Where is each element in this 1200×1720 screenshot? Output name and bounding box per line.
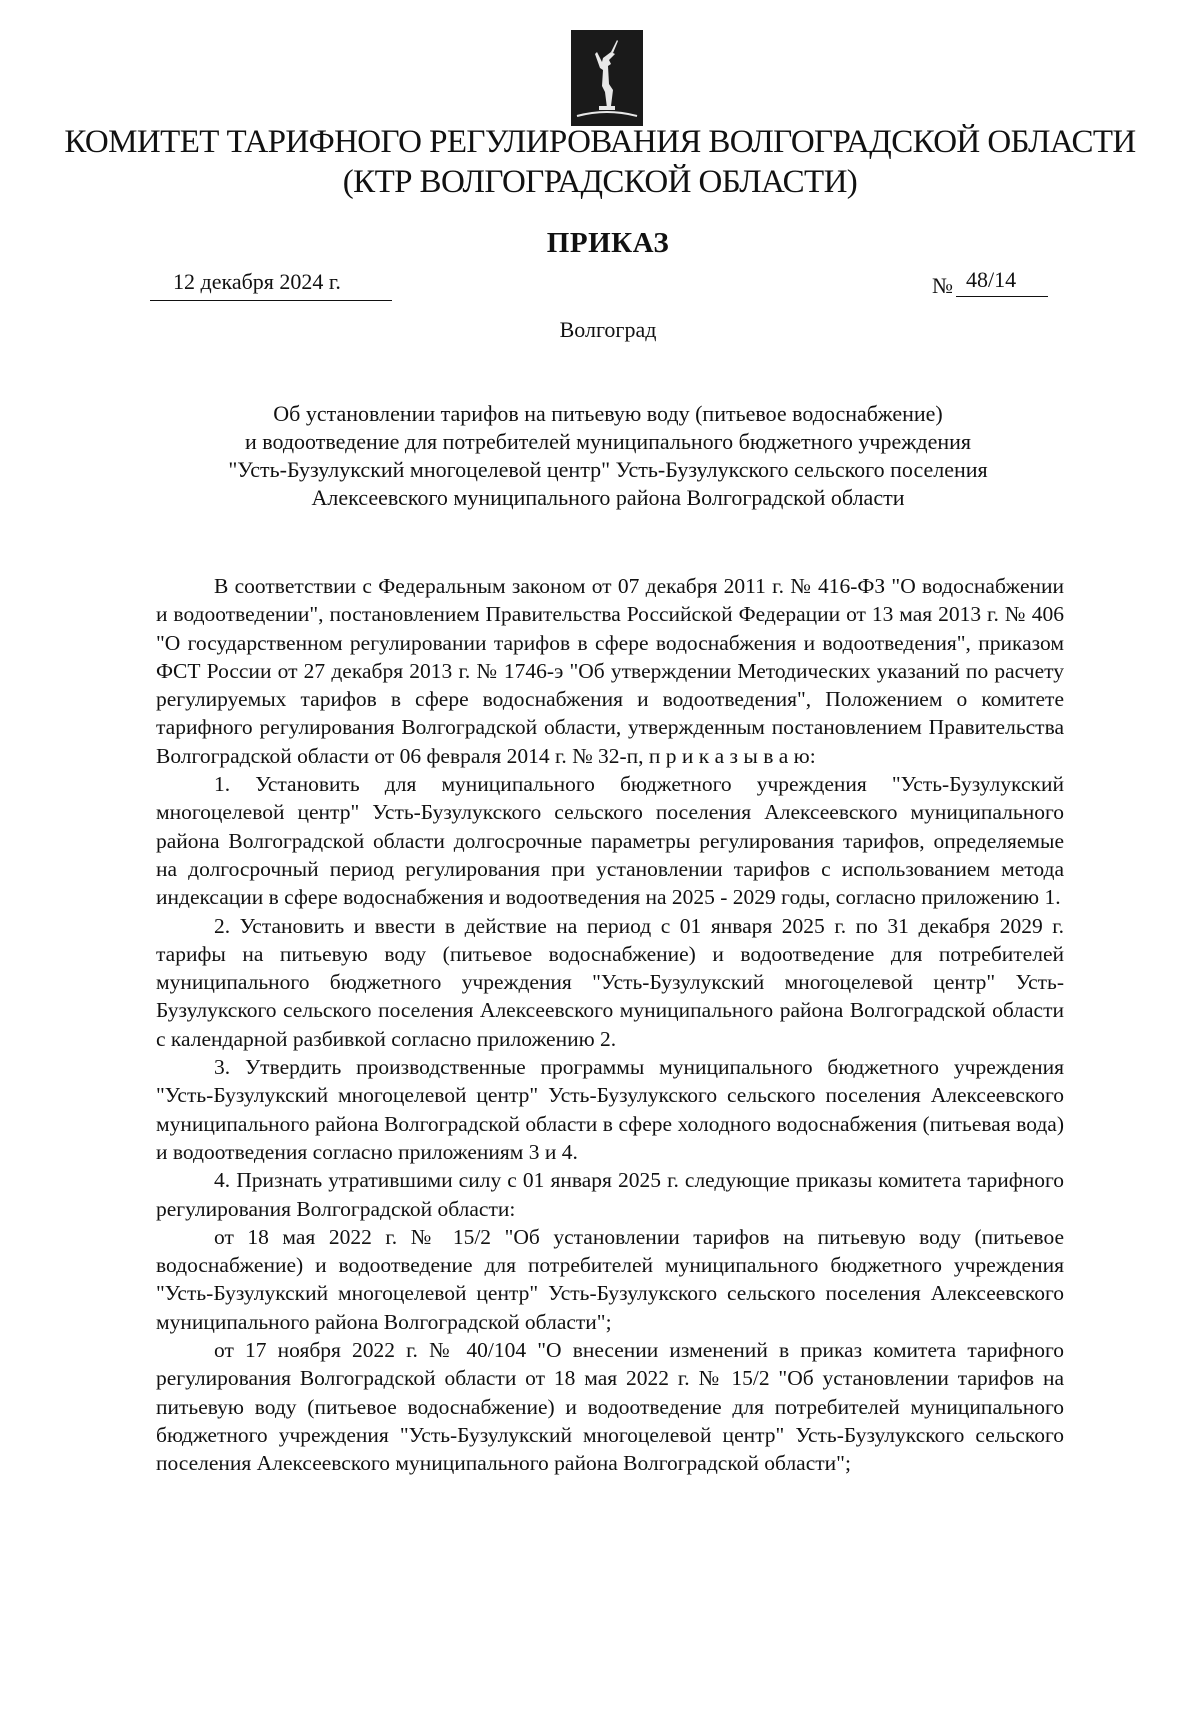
body-paragraph-preamble: В соответствии с Федеральным законом от 07 декабря 2011 г. № 416-ФЗ "О водоснабжении и водоотведении", постановлением Правительства Российской Федерации от 13 мая 2013 г. № 406 "О государственном регулировании тарифов в сфере водоснабжения и водоотведения", приказом ФСТ России от 27 декабря 2013 г. № 1746-э "Об утверждении Методических указаний по расчету регулируемых тарифов в сфере водоснабжения и водоотведения", Положением о комитете тарифного регулирования Волгоградской области, утвержденным постановлением Правительства Волгоградской области от 06 февраля 2014 г. № 32-п, п р и к а з ы в а ю: [156,574,1064,768]
document-number: 48/14 [966,267,1017,292]
subject-line: Алексеевского муниципального района Волгоградской области [311,485,905,510]
body-paragraph-item-3: 3. Утвердить производственные программы муниципального бюджетного учреждения "Усть-Бузулукский многоцелевой центр" Усть-Бузулукского сельского поселения Алексеевского муниципального района Волгоградской области в сфере холодного водоснабжения (питьевая вода) и водоотведения согласно приложениям 3 и 4. [156,1055,1064,1164]
body-paragraph-repealed-order-1: от 18 мая 2022 г. № 15/2 "Об установлении тарифов на питьевую воду (питьевое водоснабжение) и водоотведение для потребителей муниципального бюджетного учреждения "Усть-Бузулукский многоцелевой центр" Усть-Бузулукского сельского поселения Алексеевского муниципального района Волгоградской области"; [156,1224,1064,1334]
number-underline [956,296,1048,297]
body-paragraph-repealed-order-2: от 17 ноября 2022 г. № 40/104 "О внесении изменений в приказ комитета тарифного регулирования Волгоградской области от 18 мая 2022 г. № 15/2 "Об установлении тарифов на питьевую воду (питьевое водоснабжение) и водоотведение для потребителей муниципального бюджетного учреждения "Усть-Бузулукский многоцелевой центр" Усть-Бузулукского сельского поселения Алексеевского муниципального района Волгоградской области"; [156,1338,1064,1476]
body-paragraph-item-4: 4. Признать утратившими силу с 01 января 2025 г. следующие приказы комитета тарифного регулирования Волгоградской области: [156,1168,1064,1221]
organization-name: КОМИТЕТ ТАРИФНОГО РЕГУЛИРОВАНИЯ ВОЛГОГРАДСКОЙ ОБЛАСТИ [64,124,1136,160]
organization-short-name: (КТР ВОЛГОГРАДСКОЙ ОБЛАСТИ) [342,164,858,200]
number-sign: № [932,273,953,298]
document-city: Волгоград [559,317,657,342]
document-subject [140,400,1076,512]
document-body [156,572,1064,1478]
body-paragraph-item-1: 1. Установить для муниципального бюджетного учреждения "Усть-Бузулукский многоцелевой центр" Усть-Бузулукского сельского поселения Алексеевского муниципального района Волгоградской области долгосрочные параметры регулирования тарифов, определяемые на долгосрочный период регулирования при установлении тарифов с использованием метода индексации в сфере водоснабжения и водоотведения на 2025 - 2029 годы, согласно приложению 1. [156,772,1064,910]
document-type-title: ПРИКАЗ [546,227,670,259]
subject-line: и водоотведение для потребителей муниципального бюджетного учреждения [244,429,972,454]
document-date: 12 декабря 2024 г. [173,269,341,294]
subject-line: "Усть-Бузулукский многоцелевой центр" Усть-Бузулукского сельского поселения [228,457,988,482]
body-paragraph-item-2: 2. Установить и ввести в действие на период с 01 января 2025 г. по 31 декабря 2029 г. тарифы на питьевую воду (питьевое водоснабжение) и водоотведение для потребителей муниципального бюджетного учреждения "Усть-Бузулукский многоцелевой центр" Усть-Бузулукского сельского поселения Алексеевского муниципального района Волгоградской области с календарной разбивкой согласно приложению 2. [156,913,1064,1051]
subject-line: Об установлении тарифов на питьевую воду (питьевое водоснабжение) [273,401,943,426]
date-underline [150,300,392,301]
volgograd-coat-of-arms-icon [571,30,643,126]
